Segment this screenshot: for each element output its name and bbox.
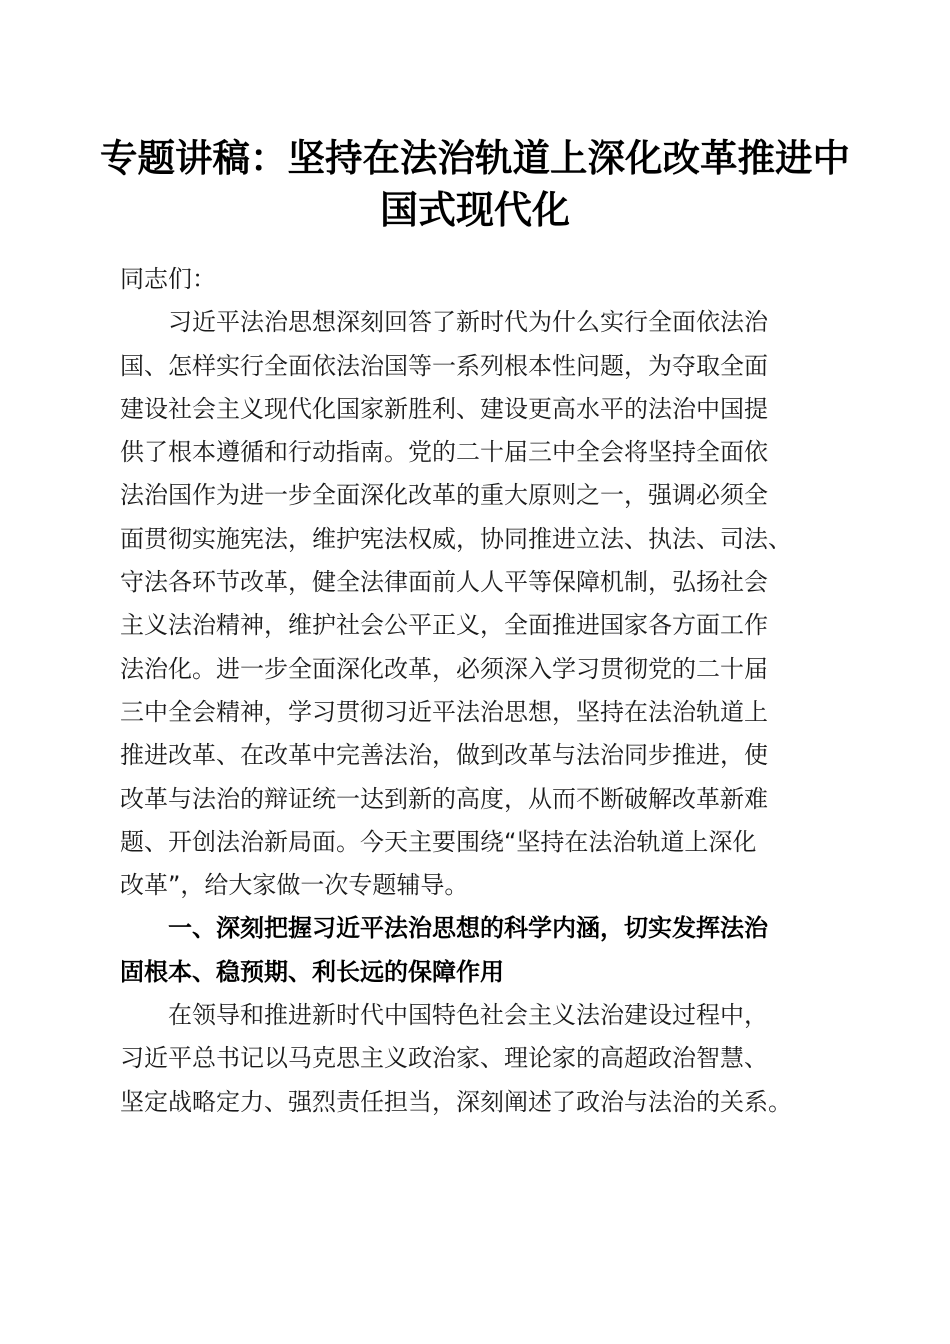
- document-title: [100, 132, 850, 236]
- paragraph-line: 习近平总书记以马克思主义政治家、理论家的高超政治智慧、: [120, 1044, 768, 1073]
- paragraph-line: 建设社会主义现代化国家新胜利、建设更高水平的法治中国提: [120, 394, 768, 423]
- section-heading-1: [120, 907, 830, 994]
- paragraph-line: 推进改革、在改革中完善法治，做到改革与法治同步推进，使: [120, 741, 768, 770]
- paragraph-line: 三中全会精神，学习贯彻习近平法治思想，坚持在法治轨道上: [120, 697, 768, 726]
- paragraph-line: 守法各环节改革，健全法律面前人人平等保障机制，弘扬社会: [120, 568, 768, 597]
- paragraph-line: 改革与法治的辩证统一达到新的高度，从而不断破解改革新难: [120, 784, 768, 813]
- paragraph-line: 法治化。进一步全面深化改革，必须深入学习贯彻党的二十届: [120, 654, 768, 683]
- paragraph-line: 题、开创法治新局面。今天主要围绕“坚持在法治轨道上深化: [120, 827, 757, 856]
- title-line-2: 国式现代化: [379, 187, 570, 232]
- heading-line: 固根本、稳预期、利长远的保障作用: [120, 957, 504, 986]
- heading-line: 一、深刻把握习近平法治思想的科学内涵，切实发挥法治: [120, 914, 768, 943]
- paragraph-line: 在领导和推进新时代中国特色社会主义法治建设过程中，: [120, 1001, 768, 1030]
- document-body: [120, 258, 830, 1124]
- paragraph-line: 坚定战略定力、强烈责任担当，深刻阐述了政治与法治的关系。: [120, 1087, 792, 1116]
- paragraph-line: 面贯彻实施宪法，维护宪法权威，协同推进立法、执法、司法、: [120, 524, 792, 553]
- paragraph-line: 主义法治精神，维护社会公平正义，全面推进国家各方面工作: [120, 611, 768, 640]
- paragraph-line: 改革”，给大家做一次专题辅导。: [120, 871, 469, 900]
- paragraph-line: 习近平法治思想深刻回答了新时代为什么实行全面依法治: [120, 308, 768, 337]
- paragraph-line: 法治国作为进一步全面深化改革的重大原则之一，强调必须全: [120, 481, 768, 510]
- paragraph-line: 国、怎样实行全面依法治国等一系列根本性问题，为夺取全面: [120, 351, 768, 380]
- salutation: 同志们：: [120, 265, 216, 293]
- title-line-1: 专题讲稿：坚持在法治轨道上深化改革推进中: [100, 136, 850, 180]
- paragraph-2: [120, 994, 830, 1124]
- paragraph-line: 供了根本遵循和行动指南。党的二十届三中全会将坚持全面依: [120, 438, 768, 467]
- paragraph-1: [120, 301, 830, 907]
